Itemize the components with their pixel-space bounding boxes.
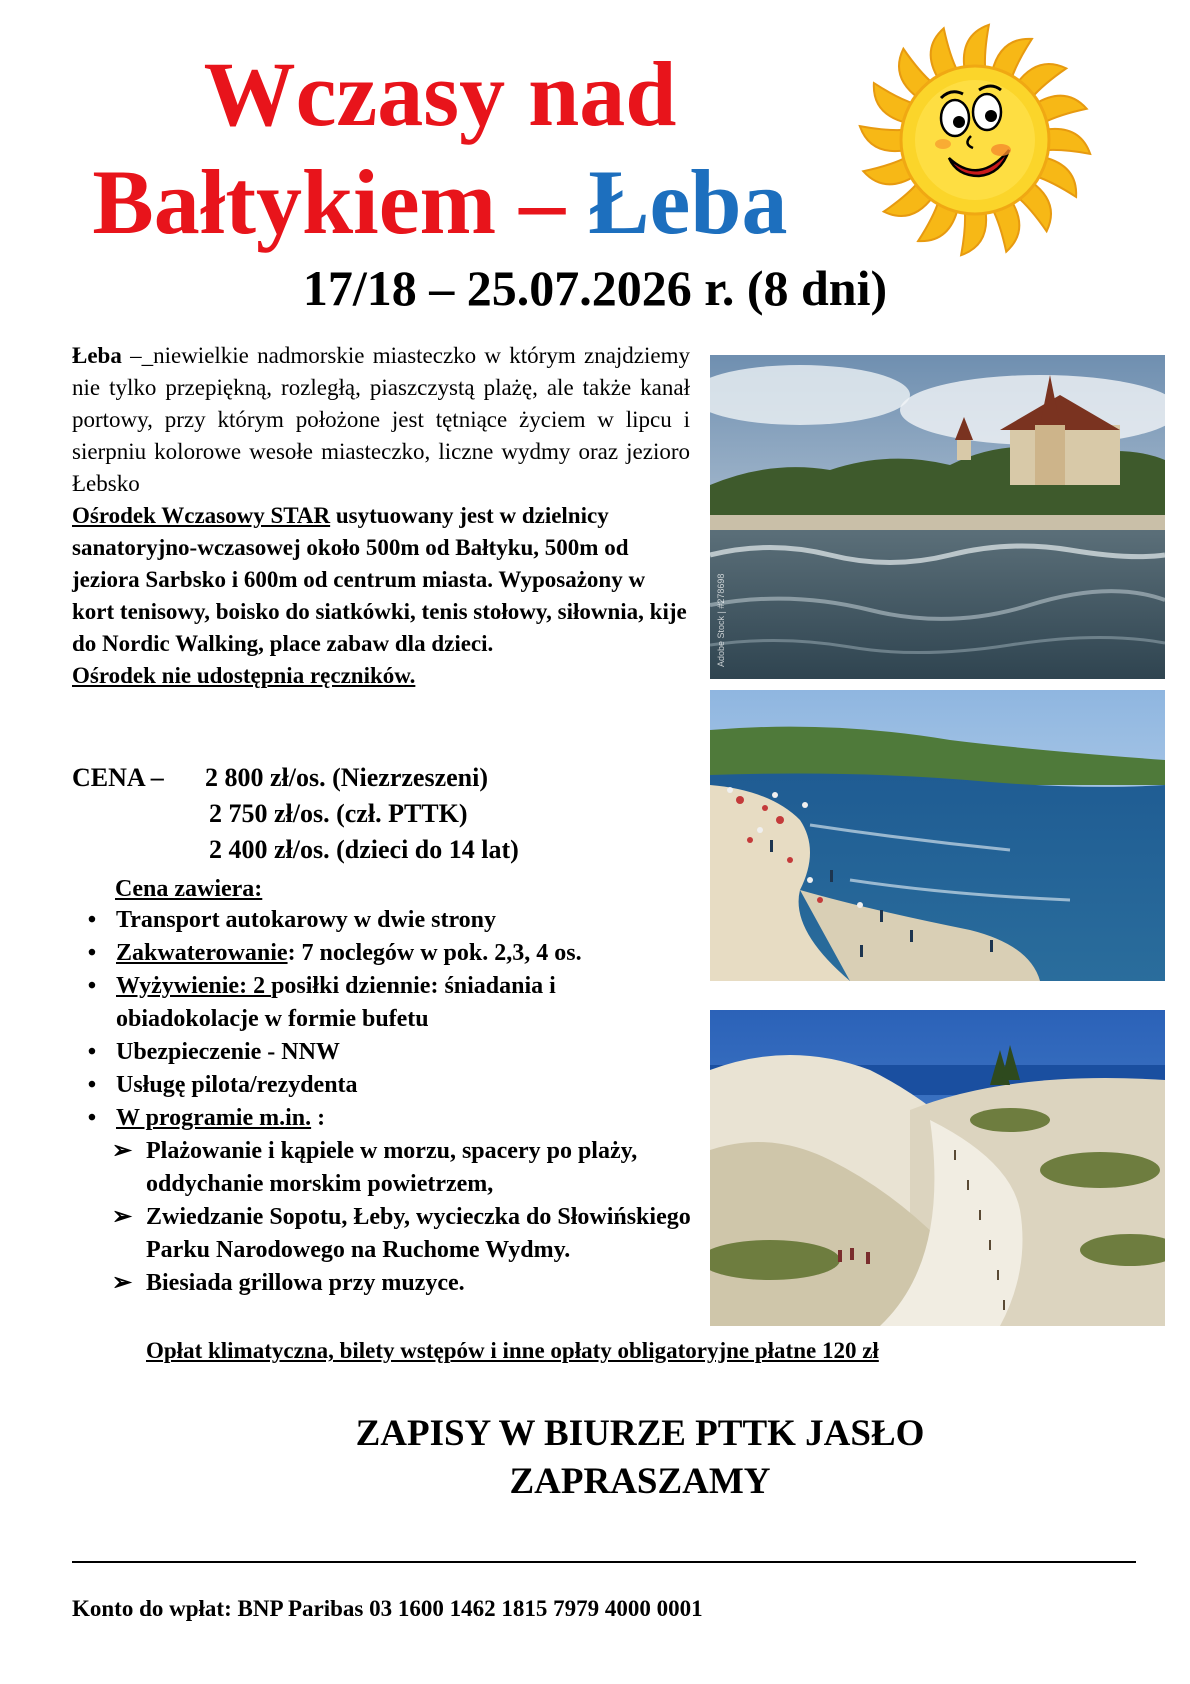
includes-title xyxy=(115,874,262,904)
sun-icon xyxy=(855,20,1095,260)
price-row-2: 2 750 zł/os. (czł. PTTK) xyxy=(209,799,468,828)
signup-heading: ZAPISY W BIURZE PTTK JASŁO xyxy=(355,1413,925,1454)
item-underlined: W programie m.in. xyxy=(116,1105,312,1131)
photo-dunes xyxy=(710,1010,1165,1326)
arrow-bullet-icon: ➢ xyxy=(112,1270,133,1296)
sun-ray xyxy=(1044,129,1090,154)
item-text: Transport autokarowy w dwie strony xyxy=(116,907,497,933)
title-red-part: Bałtykiem – xyxy=(92,151,589,253)
item-underlined: Wyżywienie: 2 xyxy=(116,973,272,999)
bullet-icon: • xyxy=(87,1105,97,1131)
price-row-1: 2 800 zł/os. (Niezrzeszeni) xyxy=(205,763,489,792)
item-text: posiłki dziennie: śniadania i obiadokolacje w formie bufetu xyxy=(116,973,556,1032)
includes-list xyxy=(82,904,702,1300)
price-section xyxy=(72,760,672,870)
sun-ray xyxy=(860,126,906,151)
bullet-icon: • xyxy=(87,940,97,966)
includes-title-text: Cena zawiera: xyxy=(115,876,263,902)
program-text: Plażowanie i kąpiele w morzu, spacery po plaży, oddychanie morskim powietrzem, xyxy=(146,1138,638,1197)
trip-dates: 17/18 – 25.07.2026 r. (8 dni) xyxy=(302,260,888,316)
photo-crowded-beach xyxy=(710,690,1165,981)
footer-divider xyxy=(72,1561,1136,1563)
intro-text: –_niewielkie nadmorskie miasteczko w którym znajdziemy nie tylko przepiękną, rozległą, piaszczystą plażę, ale także kanał portowy, przy którym położone jest tętniące życiem w lipcu i sierpniu kolorowe wesołe miasteczko, liczne wydmy oraz jezioro Łebsko xyxy=(72,343,690,496)
list-item xyxy=(82,904,702,937)
item-text: : xyxy=(311,1105,326,1131)
list-item xyxy=(82,970,702,1036)
program-item xyxy=(82,1201,706,1267)
bullet-icon: • xyxy=(87,1072,97,1098)
arrow-bullet-icon: ➢ xyxy=(112,1204,133,1230)
sun-ray xyxy=(964,25,989,71)
intro-paragraph xyxy=(72,340,690,500)
bullet-icon: • xyxy=(87,973,97,999)
additional-fees: Opłat klimatyczna, bilety wstępów i inne opłaty obligatoryjne płatne 120 zł xyxy=(146,1338,879,1363)
bullet-icon: • xyxy=(87,1039,97,1065)
list-item xyxy=(82,1069,702,1102)
sun-ray xyxy=(961,209,986,255)
program-text: Biesiada grillowa przy muzyce. xyxy=(146,1270,465,1296)
list-item xyxy=(82,1036,702,1069)
invite-heading: ZAPRASZAMY xyxy=(509,1461,771,1502)
item-text: Usługę pilota/rezydenta xyxy=(116,1072,358,1098)
arrow-bullet-icon: ➢ xyxy=(112,1138,133,1164)
title-blue-part: Łeba xyxy=(588,151,788,253)
bank-account: Konto do wpłat: BNP Paribas 03 1600 1462 1815 7979 4000 0001 xyxy=(72,1596,703,1621)
list-item xyxy=(82,937,702,970)
resort-text: usytuowany jest w dzielnicy sanatoryjno-wczasowej około 500m od Bałtyku, 500m od jeziora Sarbsko i 600m od centrum miasta. Wyposażony w kort tenisowy, boisko do siatkówki, tenis stołowy, siłownia, kije do Nordic Walking, place zabaw dla dzieci. xyxy=(72,503,687,656)
resort-description xyxy=(72,500,692,692)
price-row-3: 2 400 zł/os. (dzieci do 14 lat) xyxy=(209,835,519,864)
intro-lead: Łeba xyxy=(72,343,122,368)
title-line-1: Wczasy nad xyxy=(203,43,677,145)
list-item xyxy=(82,1102,702,1135)
price-label: CENA – xyxy=(72,763,164,792)
title-line-2 xyxy=(0,148,880,256)
item-underlined: Zakwaterowanie xyxy=(116,940,288,966)
program-text: Zwiedzanie Sopotu, Łeby, wycieczka do Słowińskiego Parku Narodowego na Ruchome Wydmy. xyxy=(146,1204,691,1263)
program-item xyxy=(82,1267,706,1300)
item-text: : 7 noclegów w pok. 2,3, 4 os. xyxy=(287,940,582,966)
program-item xyxy=(82,1135,706,1201)
photo-villa-beach xyxy=(710,355,1165,679)
resort-name: Ośrodek Wczasowy STAR xyxy=(72,503,331,528)
photo-watermark: Adobe Stock | #278698 xyxy=(716,573,726,667)
towel-notice: Ośrodek nie udostępnia ręczników. xyxy=(72,663,416,688)
bullet-icon: • xyxy=(87,907,97,933)
item-text: Ubezpieczenie - NNW xyxy=(116,1039,340,1065)
